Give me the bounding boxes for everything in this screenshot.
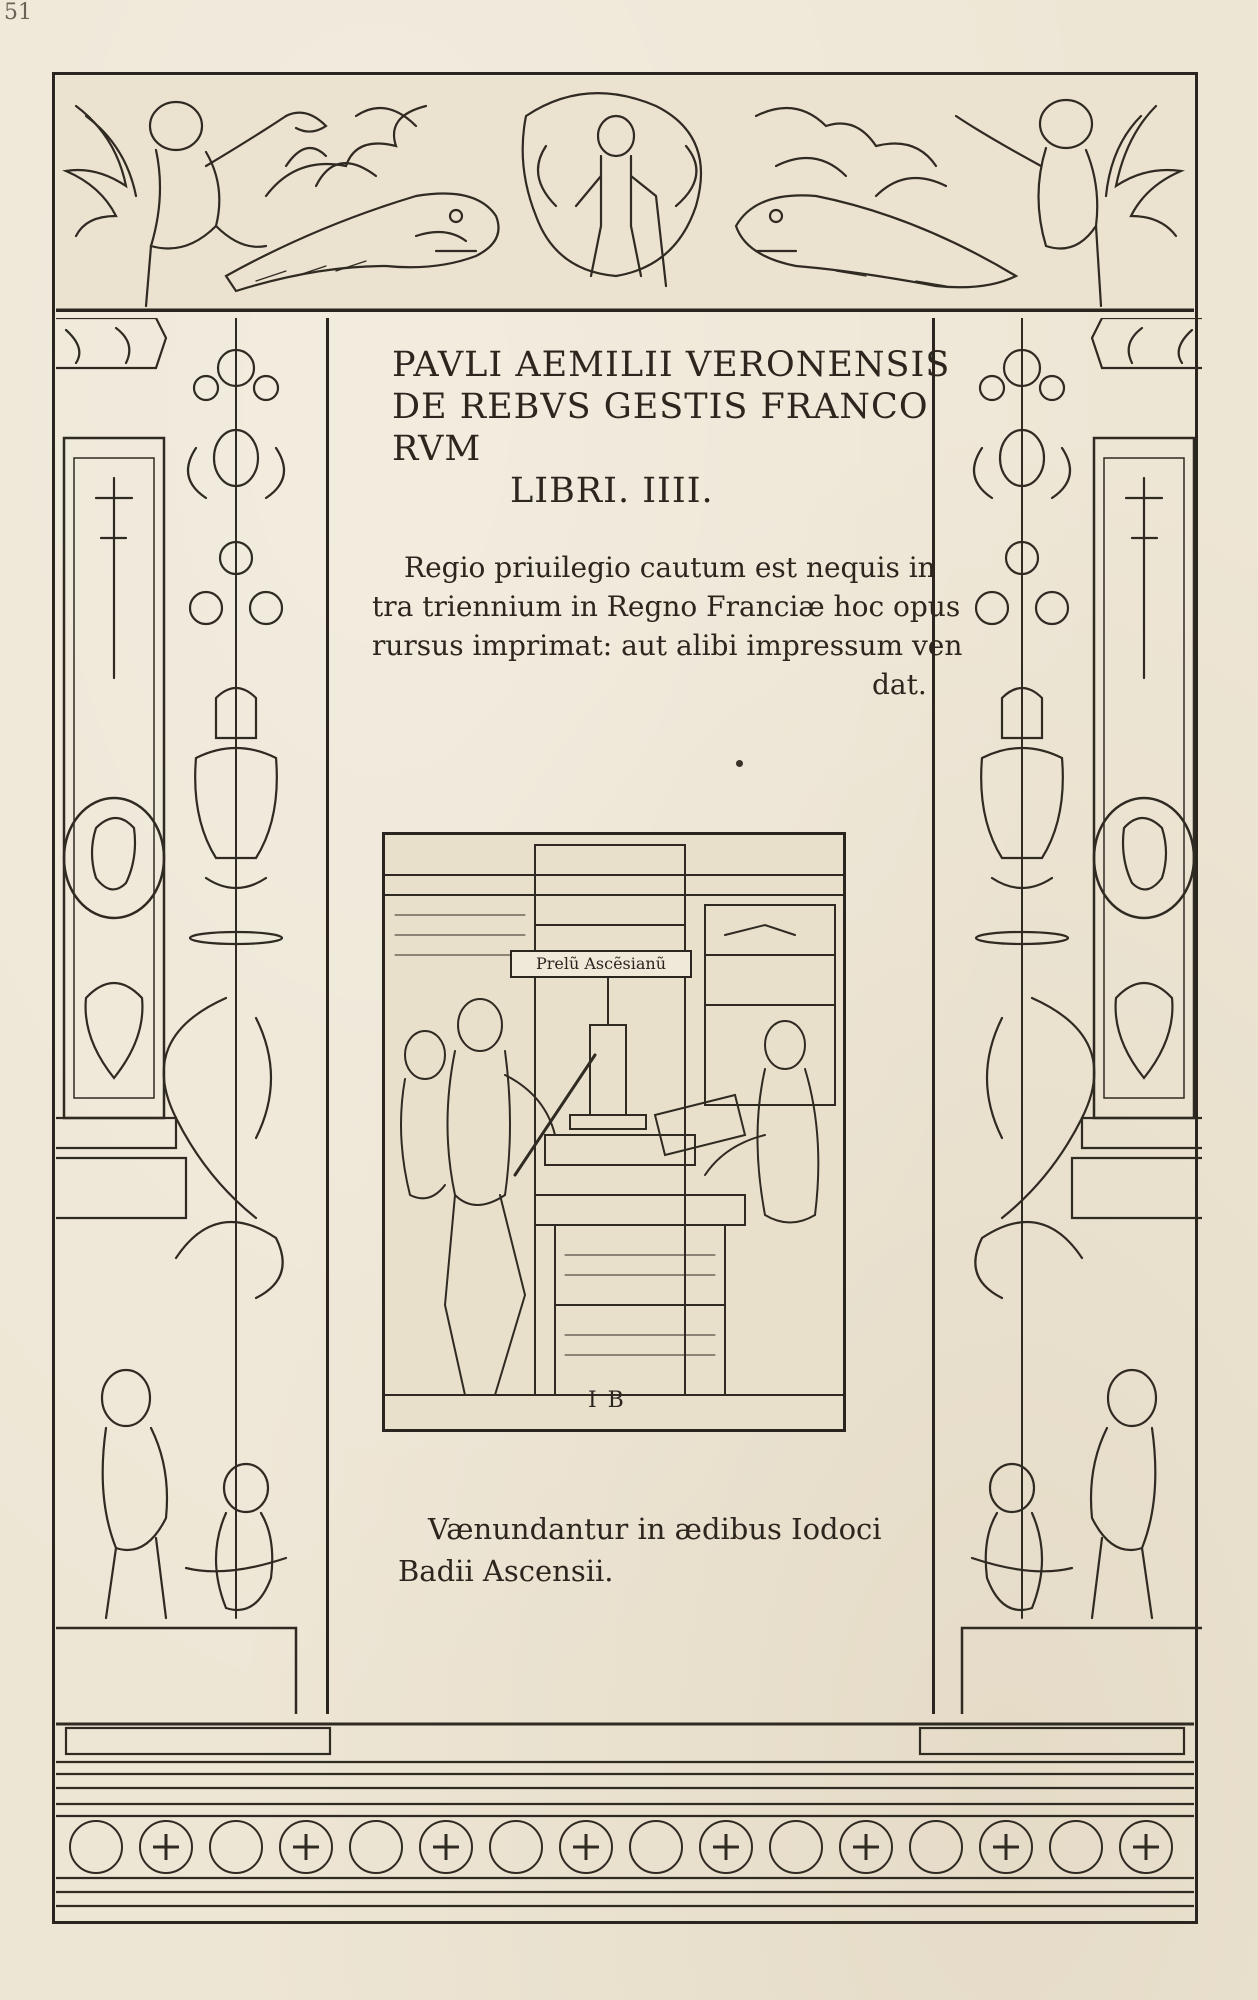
top-frieze — [56, 76, 1194, 312]
bottom-base-ornament — [56, 1714, 1194, 1920]
printing-press-woodcut — [382, 832, 846, 1432]
right-pillar-icon — [938, 318, 1202, 1714]
base-frieze-icon — [56, 1714, 1194, 1920]
printing-press-icon — [385, 835, 843, 1429]
right-column-ornament — [938, 318, 1202, 1714]
imprint — [398, 1508, 958, 1592]
title-line-1: PAVLI AEMILII VERONENSIS — [392, 345, 951, 385]
book-title — [392, 344, 952, 512]
privilege-line-4: dat. — [872, 668, 927, 701]
corner-mark: 51 — [4, 0, 32, 25]
printer-monogram: I B — [588, 1388, 626, 1413]
privilege-line-1: Regio priuilegio cautum est nequis in — [404, 551, 936, 584]
imprint-line-2: Badii Ascensii. — [398, 1554, 614, 1588]
title-line-4: LIBRI. IIII. — [510, 471, 714, 511]
imprint-line-1: Vænundantur in ædibus Iodoci — [428, 1512, 882, 1546]
frieze-ornament-icon — [56, 76, 1194, 312]
ornament-dot — [736, 760, 743, 767]
title-line-3: RVM — [392, 429, 482, 469]
inner-border-right — [932, 318, 935, 1714]
woodcut-banner: Prelũ Ascẽsianũ — [510, 950, 692, 978]
privilege-line-2: tra triennium in Regno Franciæ hoc opus — [372, 590, 961, 623]
inner-border-left — [326, 318, 329, 1714]
privilege-line-3: rursus imprimat: aut alibi impressum ven — [372, 629, 963, 662]
left-pillar-icon — [56, 318, 320, 1714]
left-column-ornament — [56, 318, 320, 1714]
privilege-notice — [372, 548, 963, 704]
title-line-2: DE REBVS GESTIS FRANCO — [392, 387, 929, 427]
